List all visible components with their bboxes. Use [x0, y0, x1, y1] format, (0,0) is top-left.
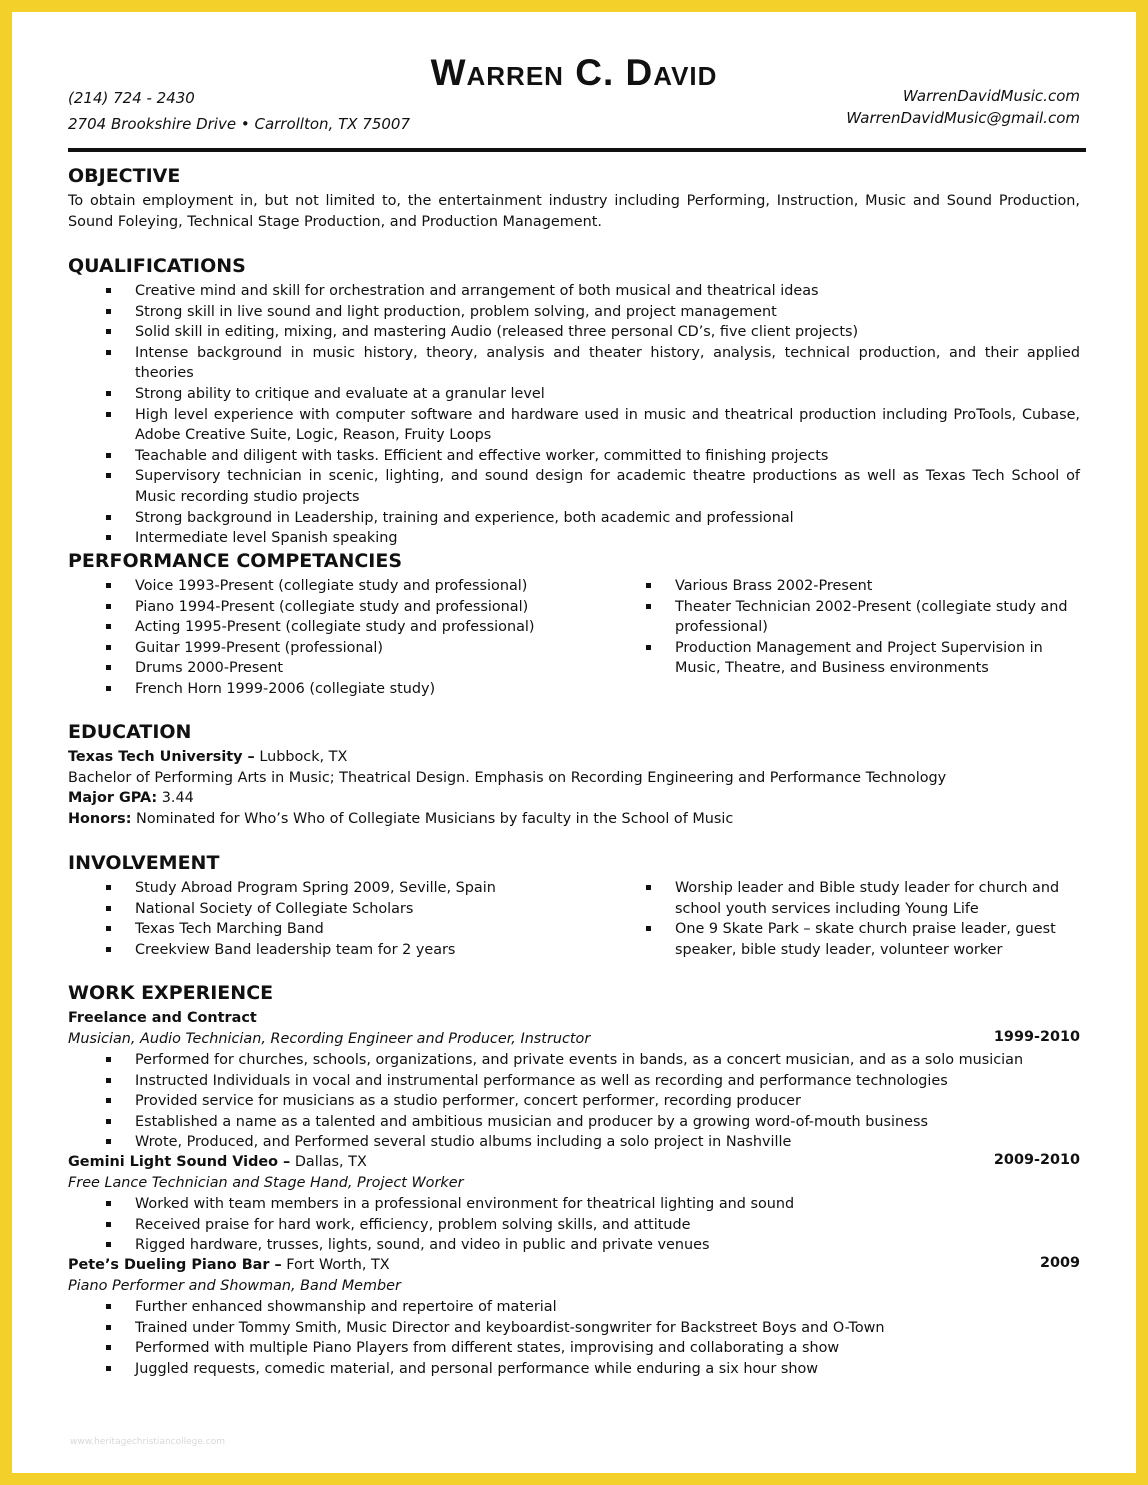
job-role: Free Lance Technician and Stage Hand, Project Worker — [68, 1175, 464, 1191]
degree: Bachelor of Performing Arts in Music; Theatrical Design. Emphasis on Recording Engineering and Performance Technology — [68, 770, 947, 786]
involvement-list-right — [608, 878, 1082, 960]
list-item: Acting 1995-Present (collegiate study and professional) — [68, 617, 568, 638]
phone: (214) 724 - 2430 — [68, 89, 195, 107]
job-role: Musician, Audio Technician, Recording Engineer and Producer, Instructor — [68, 1031, 591, 1047]
list-item: Production Management and Project Supervision in Music, Theatre, and Business environments — [608, 638, 1082, 679]
list-item: Guitar 1999-Present (professional) — [68, 638, 568, 659]
job-years: 2009 — [1039, 1255, 1080, 1271]
work-heading: WORK EXPERIENCE — [68, 982, 274, 1004]
list-item: Wrote, Produced, and Performed several studio albums including a solo project in Nashville — [68, 1132, 1080, 1153]
list-item: Theater Technician 2002-Present (collegiate study and professional) — [608, 597, 1082, 638]
education-school-line — [68, 747, 347, 768]
list-item: Intermediate level Spanish speaking — [68, 528, 1080, 549]
job-employer — [68, 1152, 367, 1173]
list-item: Strong skill in live sound and light production, problem solving, and project management — [68, 302, 1080, 323]
contact-right — [846, 85, 1080, 129]
list-item: Trained under Tommy Smith, Music Director and keyboardist-songwriter for Backstreet Boys and O-Town — [68, 1318, 1080, 1339]
employer-name: Freelance and Contract — [68, 1010, 257, 1026]
list-item: Intense background in music history, theory, analysis and theater history, analysis, technical production, and their applied theories — [68, 343, 1080, 384]
performance-heading: PERFORMANCE COMPETANCIES — [68, 550, 403, 572]
objective-text: To obtain employment in, but not limited to, the entertainment industry including Performing, Instruction, Music and Sound Production, Sound Foleying, Technical Stage Production, and Production Management. — [68, 193, 1080, 230]
list-item: High level experience with computer software and hardware used in music and theatrical production including ProTools, Cubase, Adobe Creative Suite, Logic, Reason, Fruity Loops — [68, 405, 1080, 446]
list-item: Juggled requests, comedic material, and personal performance while enduring a six hour show — [68, 1359, 1080, 1380]
list-item: Drums 2000-Present — [68, 658, 568, 679]
performance-list-right — [608, 576, 1082, 679]
gpa-line — [68, 788, 194, 809]
gpa-value: 3.44 — [157, 790, 194, 806]
honors-value: Nominated for Who’s Who of Collegiate Musicians by faculty in the School of Music — [131, 811, 734, 827]
involvement-list-left — [68, 878, 568, 960]
employer-location: Dallas, TX — [290, 1154, 367, 1170]
list-item: Teachable and diligent with tasks. Efficient and effective worker, committed to finishing projects — [68, 446, 1080, 467]
list-item: French Horn 1999-2006 (collegiate study) — [68, 679, 568, 700]
list-item: Creekview Band leadership team for 2 years — [68, 940, 568, 961]
list-item: Strong background in Leadership, training and experience, both academic and professional — [68, 508, 1080, 529]
job-employer — [68, 1255, 390, 1276]
list-item: Further enhanced showmanship and repertoire of material — [68, 1297, 1080, 1318]
list-item: Performed for churches, schools, organizations, and private events in bands, as a concert musician, and as a solo musician — [68, 1050, 1080, 1071]
involvement-heading: INVOLVEMENT — [68, 852, 220, 874]
job-role: Piano Performer and Showman, Band Member — [68, 1278, 401, 1294]
name-text: Warren C. David — [430, 52, 718, 93]
list-item: Provided service for musicians as a studio performer, concert performer, recording producer — [68, 1091, 1080, 1112]
list-item: Solid skill in editing, mixing, and mastering Audio (released three personal CD’s, five client projects) — [68, 322, 1080, 343]
employer-location: Fort Worth, TX — [281, 1257, 390, 1273]
list-item: Instructed Individuals in vocal and instrumental performance as well as recording and performance technologies — [68, 1071, 1080, 1092]
watermark: www.heritagechristiancollege.com — [70, 1437, 225, 1447]
education-heading: EDUCATION — [68, 721, 192, 743]
list-item: Supervisory technician in scenic, lighting, and sound design for academic theatre productions as well as Texas Tech School of Music recording studio projects — [68, 466, 1080, 507]
job-years: 1999-2010 — [993, 1029, 1080, 1045]
list-item: Worked with team members in a professional environment for theatrical lighting and sound — [68, 1194, 1080, 1215]
job-years: 2009-2010 — [993, 1152, 1080, 1168]
honors-line — [68, 809, 733, 830]
job-duties-list — [68, 1050, 1080, 1153]
job-employer — [68, 1008, 257, 1029]
list-item: Texas Tech Marching Band — [68, 919, 568, 940]
job-duties-list — [68, 1194, 1080, 1256]
header-divider — [68, 148, 1086, 152]
honors-label: Honors: — [68, 811, 132, 827]
list-item: One 9 Skate Park – skate church praise leader, guest speaker, bible study leader, volunteer worker — [608, 919, 1082, 960]
list-item: Strong ability to critique and evaluate at a granular level — [68, 384, 1080, 405]
list-item: Creative mind and skill for orchestration and arrangement of both musical and theatrical ideas — [68, 281, 1080, 302]
list-item: Rigged hardware, trusses, lights, sound, and video in public and private venues — [68, 1235, 1080, 1256]
gpa-label: Major GPA: — [68, 790, 158, 806]
qualifications-list — [68, 281, 1080, 549]
email-link[interactable]: WarrenDavidMusic@gmail.com — [846, 109, 1080, 127]
qualifications-heading: QUALIFICATIONS — [68, 255, 246, 277]
list-item: Established a name as a talented and ambitious musician and producer by a growing word-of-mouth business — [68, 1112, 1080, 1133]
website-link[interactable]: WarrenDavidMusic.com — [902, 87, 1080, 105]
list-item: Worship leader and Bible study leader for church and school youth services including Young Life — [608, 878, 1082, 919]
list-item: Study Abroad Program Spring 2009, Seville, Spain — [68, 878, 568, 899]
list-item: Performed with multiple Piano Players from different states, improvising and collaborating a show — [68, 1338, 1080, 1359]
list-item: Voice 1993-Present (collegiate study and professional) — [68, 576, 568, 597]
address: 2704 Brookshire Drive • Carrollton, TX 75007 — [68, 115, 411, 133]
list-item: Piano 1994-Present (collegiate study and professional) — [68, 597, 568, 618]
employer-name: Pete’s Dueling Piano Bar – — [68, 1257, 282, 1273]
job-duties-list — [68, 1297, 1080, 1379]
performance-list-left — [68, 576, 568, 700]
contact-left — [68, 85, 410, 137]
objective-heading: OBJECTIVE — [68, 165, 181, 187]
list-item: Various Brass 2002-Present — [608, 576, 1082, 597]
list-item: Received praise for hard work, efficiency, problem solving skills, and attitude — [68, 1215, 1080, 1236]
employer-name: Gemini Light Sound Video – — [68, 1154, 291, 1170]
resume-page — [12, 12, 1136, 1473]
school-location: Lubbock, TX — [254, 749, 348, 765]
school-name: Texas Tech University – — [68, 749, 255, 765]
list-item: National Society of Collegiate Scholars — [68, 899, 568, 920]
